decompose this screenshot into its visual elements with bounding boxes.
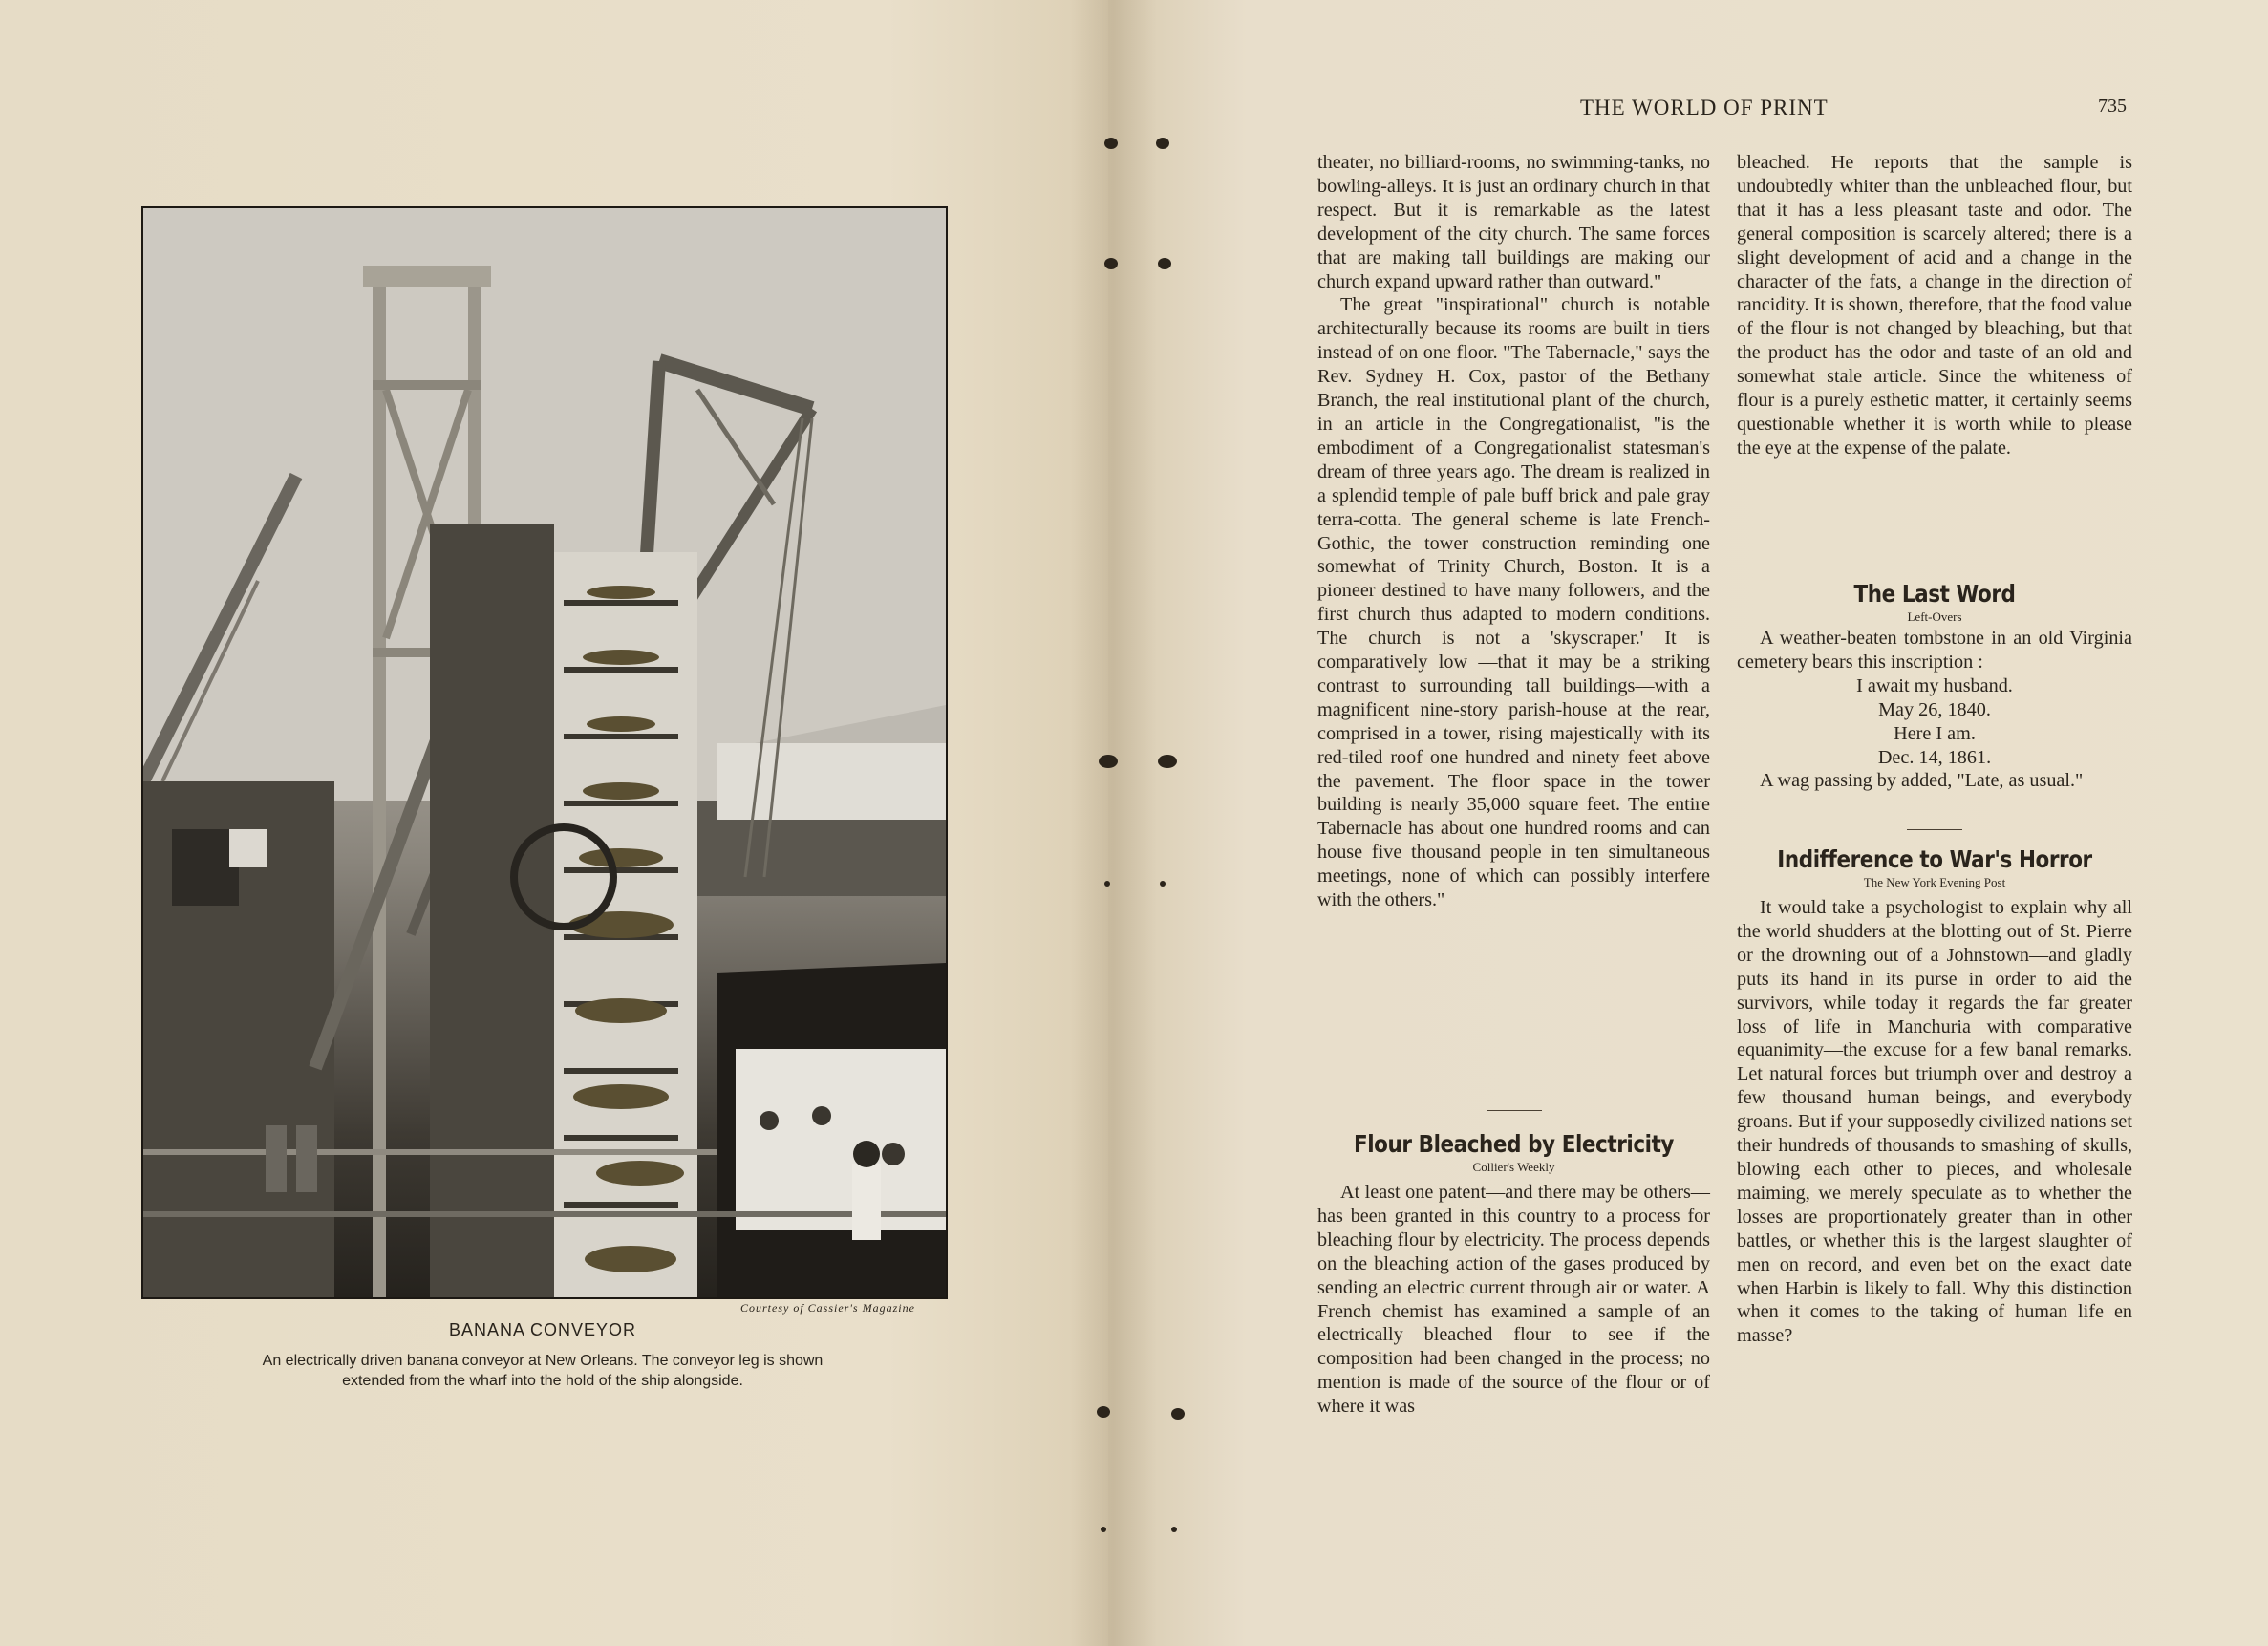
page-number: 735 bbox=[2098, 96, 2127, 117]
church-paragraph-2: The great "inspirational" church is notable architecturally because its rooms are built in tiers instead of on one floor. "The Tabernacle," says the Rev. Sydney H. Cox, pastor of the Bethany Branch, the real institutional plant of the church, in an article in the Congregationalist, "is the embodiment of a Congregationalist statesman's dream of three years ago. The dream is realized in a splendid temple of pale buff brick and pale gray terra-cotta. The general scheme is late French-Gothic, the tower construction reminding one somewhat of Trinity Church, Boston. It is a pioneer destined to have many followers, and the first church thus adapted to modern conditions. The church is not a 'skyscraper.' It is comparatively low —that it may be a striking contrast to surrounding tall buildings—with a magnificent nine-story parish-house at the rear, comprised in a tower, rising majestically with its red-tiled roof one hundred and ninety feet above the pavement. The floor space in the tower building is nearly 35,000 square feet. The entire Tabernacle has about one hundred rooms and can house five thousand people in ten simultaneous meetings, none of which can possibly interfere with the others." bbox=[1317, 294, 1710, 911]
binding-hole bbox=[1171, 1408, 1185, 1420]
war-article-body bbox=[1737, 896, 2132, 1348]
banana-conveyor-photo bbox=[141, 206, 948, 1299]
flour-paragraph-1: At least one patent—and there may be others—has been granted in this country to a process for bleaching flour by electricity. The process depends on the bleaching action of the gases produced by sending an electric current through air or water. A French chemist has examined a sample of an electrically bleached flour to see if the composition had been changed in the process; no mention is made of the source of the flour or of where it was bbox=[1317, 1182, 1710, 1418]
last-word-article bbox=[1737, 566, 2132, 793]
inscription-line: Dec. 14, 1861. bbox=[1877, 746, 1992, 768]
text-column-left bbox=[1317, 151, 1710, 912]
war-article bbox=[1737, 829, 2132, 1348]
binding-hole bbox=[1158, 258, 1171, 269]
binding-hole bbox=[1104, 258, 1118, 269]
binding-hole bbox=[1156, 138, 1169, 149]
figure-title: BANANA CONVEYOR bbox=[448, 1320, 637, 1339]
binding-hole bbox=[1104, 881, 1110, 887]
photo-credit: Courtesy of Cassier's Magazine bbox=[740, 1301, 915, 1315]
last-word-outro: A wag passing by added, "Late, as usual." bbox=[1760, 770, 2084, 792]
binding-hole bbox=[1104, 138, 1118, 149]
war-article-source: The New York Evening Post bbox=[1863, 875, 2006, 889]
running-title: THE WORLD OF PRINT bbox=[1580, 96, 1829, 119]
binding-hole bbox=[1097, 1406, 1110, 1418]
inscription-line: I await my husband. bbox=[1856, 674, 2013, 696]
caption-line: An electrically driven banana conveyor at New Orleans. The conveyor leg is shown bbox=[262, 1353, 824, 1369]
flour-article-source: Collier's Weekly bbox=[1472, 1160, 1555, 1174]
flour-article bbox=[1317, 1110, 1710, 1419]
flour-article-title: Flour Bleached by Electricity bbox=[1353, 1130, 1675, 1158]
flour-article-body bbox=[1317, 1181, 1710, 1419]
caption-line: extended from the wharf into the hold of the ship alongside. bbox=[342, 1373, 743, 1389]
last-word-source: Left-Overs bbox=[1907, 609, 1962, 624]
figure-caption bbox=[164, 1351, 921, 1391]
photo-illustration bbox=[143, 208, 946, 1297]
last-word-intro: A weather-beaten tombstone in an old Virginia cemetery bears this inscription : bbox=[1737, 628, 2132, 673]
war-paragraph-1: It would take a psychologist to explain why all the world shudders at the blotting out of St. Pierre or the drowning out of a Johnstown—and gladly puts its hand in its purse in order to aid the survivors, while today it regards the far greater loss of life in Manchuria with comparative equanimity—the excuse for a few banal remarks. Let natural forces but triumph over and destroy a few thousand human beings, and everybody groans. But if your supposedly civilized nations set their hundreds of thousands to smashing of skulls, blowing each other to pieces, and wholesale maiming, we merely speculate as to whether the losses are proportionately greater than in other battles, or whether this is the largest slaughter of men on record, and even bet on the exact date when Harbin is likely to fall. Why this distinction when it comes to the taking of human life en masse? bbox=[1737, 897, 2132, 1347]
inscription-line: May 26, 1840. bbox=[1878, 698, 1991, 720]
flour-paragraph-2: bleached. He reports that the sample is undoubtedly whiter than the unbleached flour, but that it has a less pleasant taste and odor. The general composition is scarcely altered; there is a slight development of acid and a change in the character of the fats, a change in the direction of rancidity. It is shown, therefore, that the food value of the flour is not changed by bleaching, but that the product has the odor and taste of an old and somewhat stale article. Since the whiteness of flour is a purely esthetic matter, it certainly seems questionable whether it is worth while to please the eye at the expense of the palate. bbox=[1737, 152, 2132, 459]
binding-hole bbox=[1101, 1527, 1106, 1532]
last-word-body bbox=[1737, 627, 2132, 793]
church-paragraph-1: theater, no billiard-rooms, no swimming-tanks, no bowling-alleys. It is just an ordinary church in that respect. But it is remarkable as the latest development of the city church. The same forces that are making tall buildings are making our church expand upward rather than outward." bbox=[1317, 152, 1710, 292]
binding-hole bbox=[1099, 755, 1118, 768]
war-article-title: Indifference to War's Horror bbox=[1777, 845, 2092, 873]
last-word-title: The Last Word bbox=[1853, 580, 2016, 608]
binding-hole bbox=[1160, 881, 1166, 887]
section-divider bbox=[1907, 829, 1962, 830]
binding-hole bbox=[1158, 755, 1177, 768]
section-divider bbox=[1487, 1110, 1542, 1111]
text-column-right bbox=[1737, 151, 2132, 460]
book-gutter bbox=[1070, 0, 1156, 1646]
inscription-line: Here I am. bbox=[1894, 722, 1976, 744]
binding-hole bbox=[1171, 1527, 1177, 1532]
